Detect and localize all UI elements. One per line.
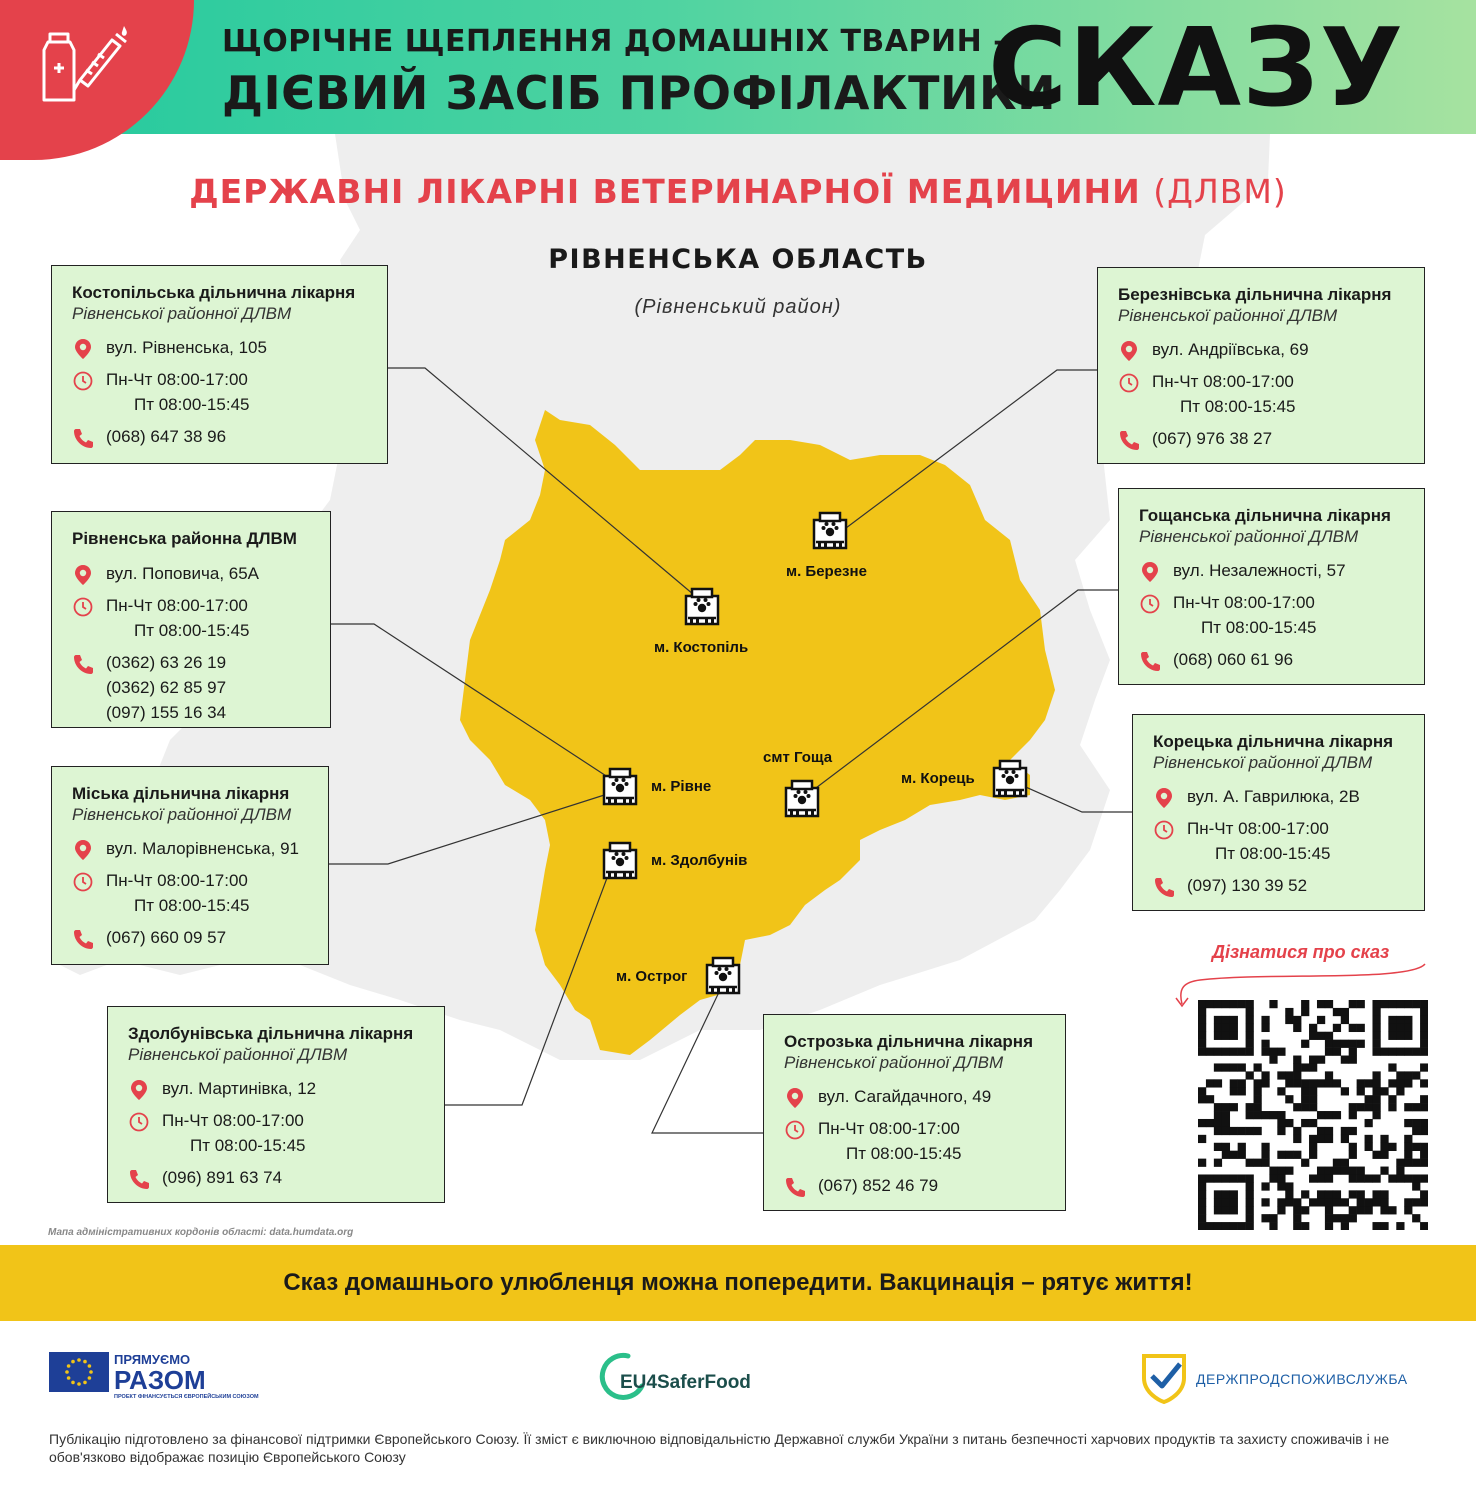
- card-hours-row: [128, 1108, 424, 1158]
- card-hours-2: Пт 08:00-15:45: [846, 1144, 962, 1163]
- clock-icon: [128, 1111, 150, 1133]
- slogan-banner: [0, 1245, 1476, 1321]
- card-address: вул. Рівненська, 105: [106, 338, 267, 357]
- clock-icon: [72, 370, 94, 392]
- card-phone[interactable]: (0362) 63 26 19: [106, 653, 227, 672]
- card-hours-row: [1118, 369, 1404, 419]
- vet-hospital-icon[interactable]: [682, 586, 722, 626]
- card-zdolbuniv: [107, 1006, 445, 1203]
- eu-logo-line-1: ПРЯМУЄМО: [114, 1352, 191, 1367]
- card-hours-1: Пн-Чт 08:00-17:00: [818, 1119, 960, 1138]
- card-address: вул. Андріївська, 69: [1152, 340, 1309, 359]
- clock-icon: [1139, 593, 1161, 615]
- card-berezne: [1097, 267, 1425, 464]
- phone-icon: [72, 928, 94, 950]
- card-phone[interactable]: (068) 647 38 96: [106, 427, 227, 446]
- map-source-note: Мапа адміністративних кордонів області: data.humdata.org: [48, 1227, 354, 1238]
- phone-icon: [1118, 429, 1140, 451]
- eu-logo-line-2: РАЗОМ: [114, 1365, 206, 1395]
- city-label-kostopil: м. Костопіль: [654, 639, 749, 656]
- card-phone-row: [1118, 426, 1404, 451]
- card-address: вул. Малорівненська, 91: [106, 839, 299, 858]
- card-title: Здолбунівська дільнична лікарня: [128, 1024, 414, 1043]
- card-address-row: [1118, 337, 1404, 362]
- card-korets: [1132, 714, 1425, 911]
- vet-hospital-icon[interactable]: [990, 758, 1030, 798]
- card-subtitle: Рівненської районної ДЛВМ: [1139, 527, 1359, 546]
- card-phone[interactable]: (097) 130 39 52: [1187, 876, 1308, 895]
- card-hours-2: Пт 08:00-15:45: [1180, 397, 1296, 416]
- card-subtitle: Рівненської районної ДЛВМ: [72, 304, 292, 323]
- header-line-1: ЩОРІЧНЕ ЩЕПЛЕННЯ ДОМАШНІХ ТВАРИН –: [222, 24, 1009, 59]
- phone-icon: [72, 427, 94, 449]
- phone-icon: [1139, 650, 1161, 672]
- location-pin-icon: [1153, 787, 1175, 809]
- city-label-zdolbuniv: м. Здолбунів: [651, 852, 748, 869]
- card-hoshcha: [1118, 488, 1425, 685]
- location-pin-icon: [1139, 561, 1161, 583]
- card-hours-2: Пт 08:00-15:45: [134, 896, 250, 915]
- card-title: Березнівська дільнична лікарня: [1118, 285, 1392, 304]
- clock-icon: [72, 871, 94, 893]
- card-title: Корецька дільнична лікарня: [1153, 732, 1394, 751]
- location-pin-icon: [1118, 340, 1140, 362]
- card-hours-1: Пн-Чт 08:00-17:00: [1173, 593, 1315, 612]
- eu-disclaimer: Публікацію підготовлено за фінансової підтримки Європейського Союзу. Її зміст є виключною відповідальністю Державної служби України з питань безпечності харчових продуктів та захисту споживачів і не обов'язково відображає позицію Європейського Союзу: [49, 1431, 1390, 1465]
- district-title: (Рівненський район): [634, 296, 842, 318]
- subtitle: [0, 172, 1476, 211]
- card-hours-1: Пн-Чт 08:00-17:00: [106, 370, 248, 389]
- location-pin-icon: [72, 564, 94, 586]
- card-phone-row: [784, 1173, 1045, 1198]
- card-phone[interactable]: (067) 852 46 79: [818, 1176, 939, 1195]
- clock-icon: [1153, 819, 1175, 841]
- card-address-row: [72, 561, 310, 586]
- card-title: Міська дільнична лікарня: [72, 784, 290, 803]
- city-label-hoshcha: смт Гоща: [763, 749, 833, 766]
- vet-hospital-icon[interactable]: [810, 510, 850, 550]
- phone-icon: [128, 1168, 150, 1190]
- card-hours-2: Пт 08:00-15:45: [190, 1136, 306, 1155]
- clock-icon: [784, 1119, 806, 1141]
- header-line-2: ДІЄВИЙ ЗАСІБ ПРОФІЛАКТИКИ: [222, 66, 1057, 120]
- card-hours-row: [784, 1116, 1045, 1166]
- card-address: вул. А. Гаврилюка, 2В: [1187, 787, 1360, 806]
- vet-hospital-icon[interactable]: [600, 766, 640, 806]
- card-hours-row: [1153, 816, 1404, 866]
- phone-icon: [784, 1176, 806, 1198]
- card-phone[interactable]: (097) 155 16 34: [106, 703, 227, 722]
- card-hours-2: Пт 08:00-15:45: [134, 395, 250, 414]
- eu-stars-icon: [49, 1352, 109, 1392]
- location-pin-icon: [72, 839, 94, 861]
- location-pin-icon: [784, 1087, 806, 1109]
- card-address-row: [72, 836, 308, 861]
- card-subtitle: Рівненської районної ДЛВМ: [1118, 306, 1338, 325]
- card-city: [51, 766, 329, 965]
- vet-hospital-icon[interactable]: [703, 955, 743, 995]
- card-kostopil: [51, 265, 388, 464]
- subtitle-main: ДЕРЖАВНІ ЛІКАРНІ ВЕТЕРИНАРНОЇ МЕДИЦИНИ: [189, 172, 1141, 211]
- card-address: вул. Мартинівка, 12: [162, 1079, 317, 1098]
- card-address: вул. Поповича, 65А: [106, 564, 260, 583]
- card-hours-1: Пн-Чт 08:00-17:00: [162, 1111, 304, 1130]
- location-pin-icon: [72, 338, 94, 360]
- card-address-row: [784, 1084, 1045, 1109]
- eu-logo-text: [114, 1353, 259, 1401]
- card-title: Гощанська дільнична лікарня: [1139, 506, 1391, 525]
- card-hours-2: Пт 08:00-15:45: [1201, 618, 1317, 637]
- card-phone-row: [1153, 873, 1404, 898]
- card-hours-2: Пт 08:00-15:45: [134, 621, 250, 640]
- card-hours-row: [72, 593, 310, 643]
- eu-logo-line-3: ПРОЕКТ ФІНАНСУЄТЬСЯ ЄВРОПЕЙСЬКИМ СОЮЗОМ: [114, 1394, 259, 1400]
- eu-flag-logo: [49, 1352, 109, 1392]
- card-address: вул. Незалежності, 57: [1173, 561, 1346, 580]
- card-subtitle: Рівненської районної ДЛВМ: [128, 1045, 348, 1064]
- card-hours-row: [72, 868, 308, 918]
- card-hours-1: Пн-Чт 08:00-17:00: [1152, 372, 1294, 391]
- card-title: Острозька дільнична лікарня: [784, 1032, 1033, 1051]
- card-phone-row: [72, 650, 310, 725]
- region-title: РІВНЕНСЬКА ОБЛАСТЬ: [548, 244, 928, 275]
- dps-shield-logo-icon: [1140, 1352, 1188, 1404]
- card-phone[interactable]: (096) 891 63 74: [162, 1168, 283, 1187]
- city-label-berezne: м. Березне: [786, 563, 867, 580]
- vet-hospital-icon[interactable]: [600, 840, 640, 880]
- header-rabies-word: СКАЗУ: [988, 6, 1405, 131]
- card-subtitle: Рівненської районної ДЛВМ: [1153, 753, 1373, 772]
- city-label-ostroh: м. Острог: [616, 968, 688, 985]
- card-phone-row: [128, 1165, 424, 1190]
- card-address: вул. Сагайдачного, 49: [818, 1087, 992, 1106]
- card-subtitle: Рівненської районної ДЛВМ: [784, 1053, 1004, 1072]
- card-phone-row: [1139, 647, 1404, 672]
- card-phone-row: [72, 424, 367, 449]
- card-rivne-district: [51, 511, 331, 728]
- card-hours-2: Пт 08:00-15:45: [1215, 844, 1331, 863]
- card-hours-1: Пн-Чт 08:00-17:00: [1187, 819, 1329, 838]
- clock-icon: [72, 596, 94, 618]
- card-hours-1: Пн-Чт 08:00-17:00: [106, 871, 248, 890]
- card-phone-row: [72, 925, 308, 950]
- card-address-row: [1139, 558, 1404, 583]
- card-hours-row: [1139, 590, 1404, 640]
- slogan-text: Сказ домашнього улюбленця можна попередити. Вакцинація – рятує життя!: [283, 1269, 1193, 1296]
- qr-code[interactable]: [1198, 1000, 1428, 1230]
- card-phone[interactable]: (067) 976 38 27: [1152, 429, 1273, 448]
- phone-icon: [1153, 876, 1175, 898]
- phone-icon: [72, 653, 94, 675]
- dps-logo-text: ДЕРЖПРОДСПОЖИВСЛУЖБА: [1196, 1371, 1408, 1387]
- vaccine-bottle-syringe-icon: [40, 20, 130, 110]
- card-address-row: [1153, 784, 1404, 809]
- card-phone[interactable]: (068) 060 61 96: [1173, 650, 1294, 669]
- city-label-korets: м. Корець: [901, 770, 975, 787]
- eu4saferfood-logo-text: EU4SaferFood: [620, 1372, 751, 1393]
- card-hours-1: Пн-Чт 08:00-17:00: [106, 596, 248, 615]
- clock-icon: [1118, 372, 1140, 394]
- card-address-row: [72, 335, 367, 360]
- card-subtitle: Рівненської районної ДЛВМ: [72, 805, 292, 824]
- subtitle-abbr: (ДЛВМ): [1153, 172, 1287, 211]
- card-title: Костопільська дільнична лікарня: [72, 283, 356, 302]
- card-address-row: [128, 1076, 424, 1101]
- vet-hospital-icon[interactable]: [782, 778, 822, 818]
- card-ostroh: [763, 1014, 1066, 1211]
- location-pin-icon: [128, 1079, 150, 1101]
- card-phone[interactable]: (067) 660 09 57: [106, 928, 227, 947]
- qr-label: Дізнатися про сказ: [1212, 942, 1390, 962]
- card-hours-row: [72, 367, 367, 417]
- city-label-rivne: м. Рівне: [651, 778, 712, 795]
- card-phone[interactable]: (0362) 62 85 97: [106, 678, 227, 697]
- card-title: Рівненська районна ДЛВМ: [72, 529, 297, 548]
